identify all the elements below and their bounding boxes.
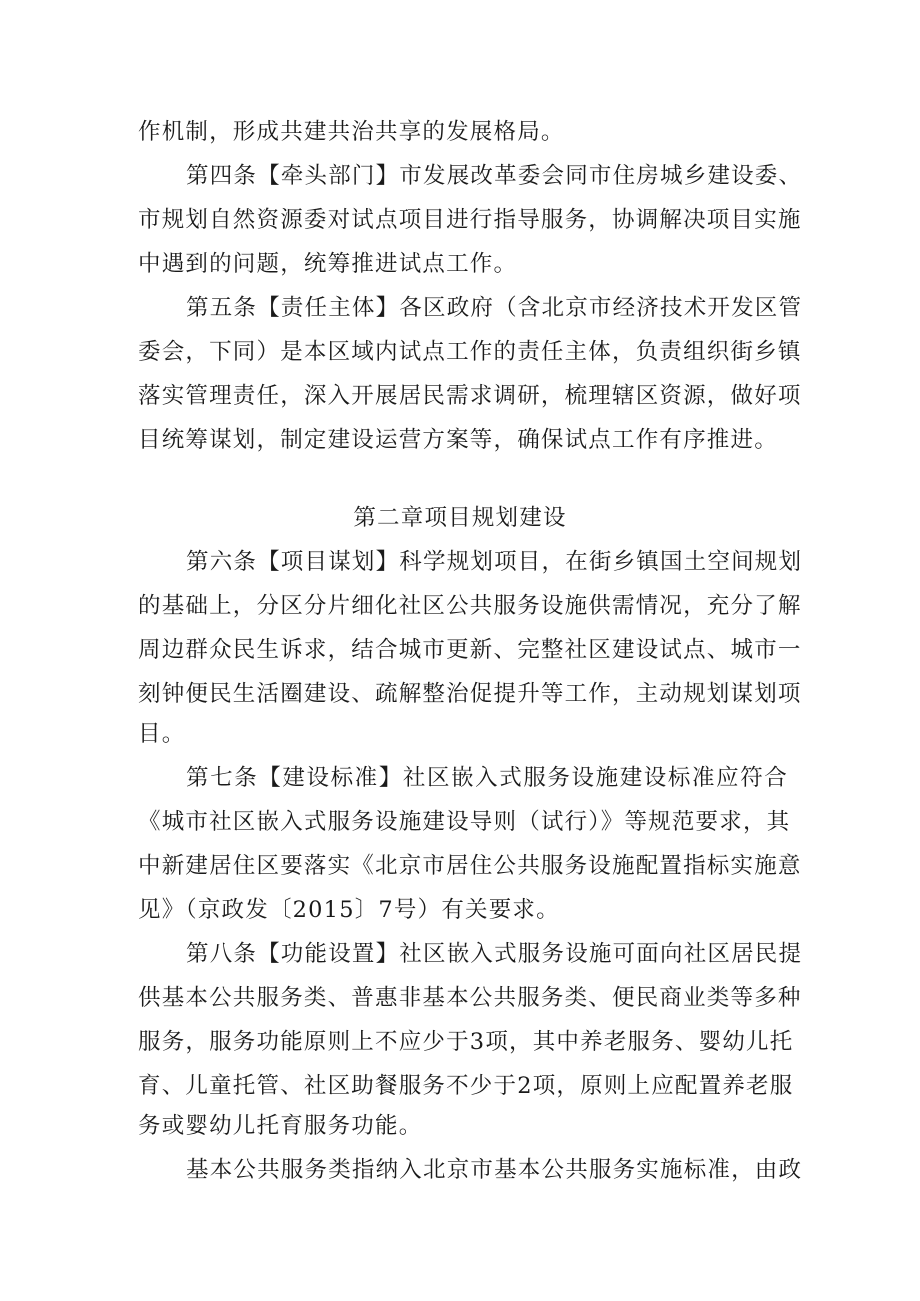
text-line: 中新建居住区要落实《北京市居住公共服务设施配置指标实施意: [138, 853, 802, 879]
text-line: 供基本公共服务类、普惠非基本公共服务类、便民商业类等多种: [138, 985, 802, 1011]
text-line: 中遇到的问题，统筹推进试点工作。: [138, 251, 518, 277]
text-line: 基本公共服务类指纳入北京市基本公共服务实施标准，由政: [186, 1157, 803, 1183]
article-7-heading-line: 第七条【建设标准】社区嵌入式服务设施建设标准应符合: [186, 765, 788, 791]
text-line: 目统筹谋划，制定建设运营方案等，确保试点工作有序推进。: [138, 427, 778, 453]
article-4-heading-line: 第四条【牵头部门】市发展改革委会同市住房城乡建设委、: [186, 163, 803, 189]
article-8-heading-line: 第八条【功能设置】社区嵌入式服务设施可面向社区居民提: [186, 941, 803, 967]
text-line: 见》（京政发〔2015〕7号）有关要求。: [138, 897, 560, 923]
text-line: 育、儿童托管、社区助餐服务不少于2项，原则上应配置养老服: [138, 1073, 794, 1099]
text-line: 的基础上，分区分片细化社区公共服务设施供需情况，充分了解: [138, 593, 802, 619]
text-line: 作机制，形成共建共治共享的发展格局。: [138, 119, 565, 145]
text-line: 服务，服务功能原则上不应少于3项，其中养老服务、婴幼儿托: [138, 1029, 794, 1055]
text-line: 目。: [138, 721, 186, 747]
article-6-heading-line: 第六条【项目谋划】科学规划项目，在街乡镇国土空间规划: [186, 549, 803, 575]
text-line: 市规划自然资源委对试点项目进行指导服务，协调解决项目实施: [138, 207, 802, 233]
text-line: 务或婴幼儿托育服务功能。: [138, 1113, 423, 1139]
text-line: 委会，下同）是本区域内试点工作的责任主体，负责组织街乡镇: [138, 339, 802, 365]
chapter-title: 第二章项目规划建设: [353, 505, 567, 531]
text-line: 落实管理责任，深入开展居民需求调研，梳理辖区资源，做好项: [138, 383, 802, 409]
text-line: 刻钟便民生活圈建设、疏解整治促提升等工作，主动规划谋划项: [138, 681, 802, 707]
article-5-heading-line: 第五条【责任主体】各区政府（含北京市经济技术开发区管: [186, 295, 803, 321]
text-line: 《城市社区嵌入式服务设施建设导则（试行）》等规范要求，其: [138, 809, 791, 835]
text-line: 周边群众民生诉求，结合城市更新、完整社区建设试点、城市一: [138, 637, 802, 663]
